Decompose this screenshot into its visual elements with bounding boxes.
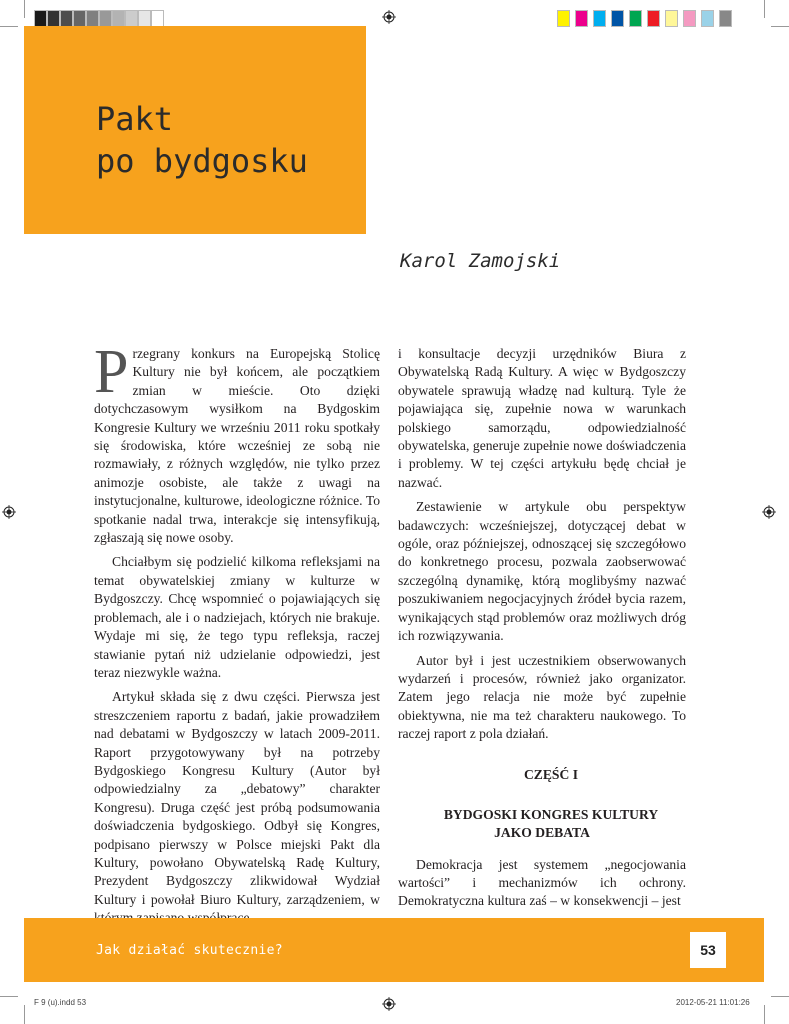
color-swatch (665, 10, 678, 27)
section-title: BYDGOSKI KONGRES KULTURY JAKO DEBATA (443, 806, 659, 840)
section-label: CZĘŚĆ I (523, 766, 579, 782)
registration-mark-icon (382, 10, 396, 24)
gray-swatch (99, 10, 112, 27)
author-name: Karol Zamojski (400, 250, 561, 272)
paragraph: Chciałbym się podzielić kilkoma refleksjami na temat obywatelskiej zmiany w kulturze w Bydgoszczy. Chcę wspomnieć o pojawiających się problemach, ale i o nadziejach, których nie brakuje. Wydaje mi się, że tego typu refleksja, raczej stawianie pytań niż udzielanie odpowiedzi, jest teraz niezwykle ważna. (94, 554, 380, 680)
text-column-left (94, 338, 380, 934)
color-swatch (683, 10, 696, 27)
crop-mark (24, 1005, 25, 1024)
running-title: Jak działać skutecznie? (96, 943, 283, 958)
gray-swatch (34, 10, 47, 27)
crop-mark (764, 1005, 765, 1024)
registration-mark-icon (382, 997, 396, 1011)
crop-mark (771, 26, 789, 27)
paragraph: Zestawienie w artykule obu perspektyw badawczych: wcześniejszej, dotyczącej debat w ogóle, oraz późniejszej, odnoszącej się szczegółowo do konkretnego procesu, pozwala zaobserwować szczególną dynamikę, którą moglibyśmy nazwać poszukiwaniem negocjacyjnych źródeł bycia razem, wynikających stąd problemów oraz możliwych dróg ich rozwiązywania. (398, 499, 686, 644)
paragraph: i konsultacje decyzji urzędników Biura z Obywatelską Radą Kultury. A więc w Bydgoszczy obywatele sprawują władzę nad kulturą. Tyle że pojawiająca się, zupełnie nowa w warunkach polskiego samorządu, odpowiedzialność obywatelska, generuje zupełnie nowe doświadczenia i problemy. W tej części artykułu będę chciał je nazwać. (398, 346, 686, 490)
gray-swatch (125, 10, 138, 27)
gray-swatch (86, 10, 99, 27)
gray-swatch (47, 10, 60, 27)
paragraph: Artykuł składa się z dwu części. Pierwsza jest streszczeniem raportu z badań, jakie prowadziłem nad debatami w Bydgoszczy w latach 2009-2011. Raport przygotowywany był na potrzeby Bydgoskiego Kongresu Kultury (Autor był odpowiedzialny za „debatowy” charakter Kongresu). Druga część jest próbą podsumowania doświadczenia bydgoskiego. Odbył się Kongres, podpisano pierwszy w Polsce miejski Pakt dla Kultury, powołano Obywatelską Radę Kultury, Prezydent Bydgoszczy zlikwidował Wydział Kultury i powołał Biuro Kultury, zarządzeniem, w (94, 689, 380, 907)
text-column-right (398, 345, 686, 917)
title-line: po bydgosku (96, 142, 308, 180)
color-swatch (647, 10, 660, 27)
color-swatch (611, 10, 624, 27)
crop-mark (764, 0, 765, 18)
slug-file-info: F 9 (u).indd 53 (34, 998, 87, 1007)
registration-mark-icon (762, 505, 776, 519)
crop-mark (0, 26, 18, 27)
gray-swatch (138, 10, 151, 27)
crop-mark (24, 0, 25, 18)
registration-mark-icon (2, 505, 16, 519)
paragraph: Autor był i jest uczestnikiem obserwowanych wydarzeń i procesów, również jako organizator. Zatem jego relacja nie może być zupełnie obiektywna, nie ma też charakteru naukowego. To raczej raport z pola działań. (398, 652, 686, 742)
gray-swatch (73, 10, 86, 27)
gray-swatch (112, 10, 125, 27)
paragraph: Przegrany konkurs na Europejską Stolicę Kultury nie był końcem, ale początkiem zmian w mieście. Oto dzięki dotychczasowym wysiłkom na Bydgoskim Kongresie Kultury we wrześniu 2011 roku spotkały się środowiska, które wcześniej ze sobą nie rozmawiały, z różnych względów, nie tylko przez animozje osobiste, ale także z uwagi na instytucjonalne, kulturowe, ideologiczne różnice. To spotkanie nadal trwa, interakcje się intensyfikują, zgłaszają się nowe osoby. (94, 338, 380, 546)
color-swatch (719, 10, 732, 27)
page-number: 53 (690, 932, 726, 968)
crop-mark (771, 996, 789, 997)
process-color-bar (557, 0, 747, 30)
color-swatch (629, 10, 642, 27)
color-swatch (701, 10, 714, 27)
title-line: Pakt (96, 100, 174, 138)
gray-swatch (60, 10, 73, 27)
color-swatch (575, 10, 588, 27)
color-swatch (557, 10, 570, 27)
slug-timestamp: 2012-05-21 11:01:26 (676, 998, 750, 1007)
paragraph: Demokracja jest systemem „negocjowania wartości” i mechanizmów ich ochrony. Demokratyczna kultura zaś – w konsekwencji – jest (398, 856, 686, 909)
article-title (96, 98, 308, 182)
crop-mark (0, 996, 18, 997)
color-swatch (593, 10, 606, 27)
gray-swatch (151, 10, 164, 27)
drop-cap: P (94, 338, 129, 406)
